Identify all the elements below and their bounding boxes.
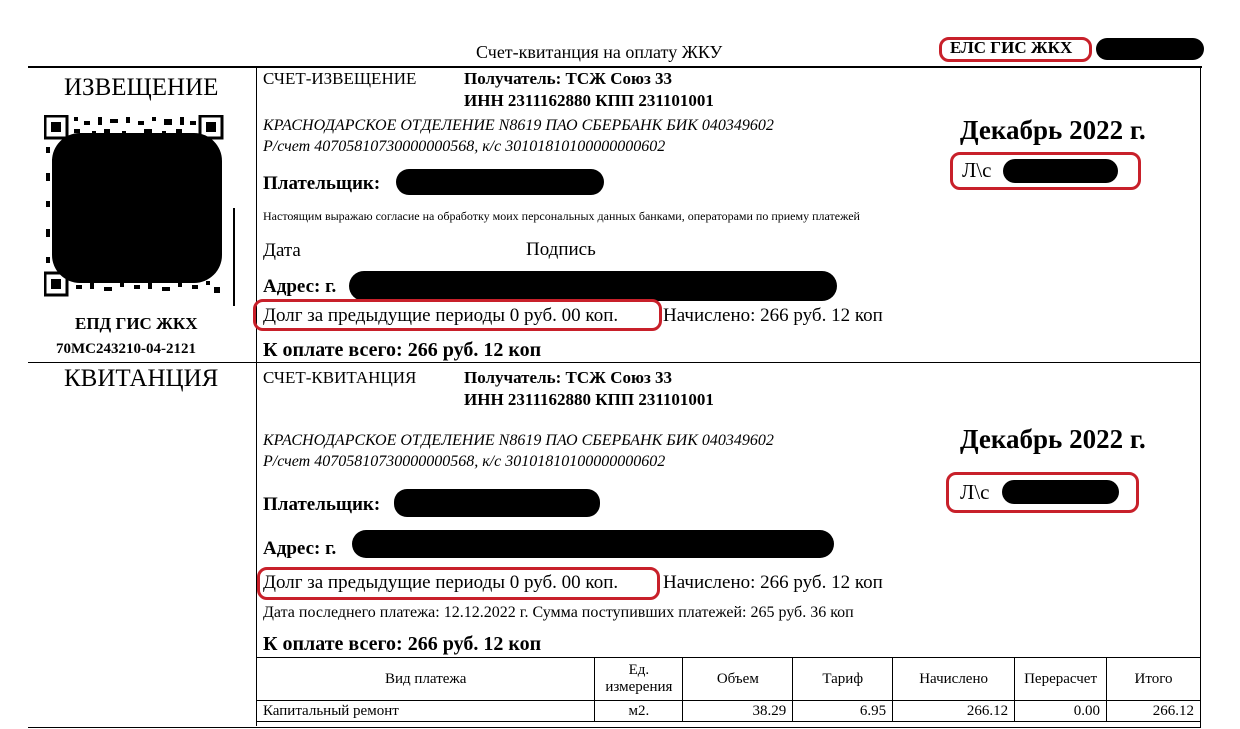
receipt-address-redaction <box>352 530 834 558</box>
receipt-address-label: Адрес: г. <box>263 538 337 559</box>
table-cell: 6.95 <box>793 701 893 722</box>
table-cell: 0.00 <box>1015 701 1107 722</box>
notice-total: К оплате всего: 266 руб. 12 коп <box>263 339 542 361</box>
receipt-debt: Долг за предыдущие периоды 0 руб. 00 коп. <box>263 572 619 593</box>
notice-signature-label: Подпись <box>526 239 596 260</box>
notice-title: ИЗВЕЩЕНИЕ <box>64 74 219 101</box>
notice-consent: Настоящим выражаю согласие на обработку моих персональных данных банками, операторами по приему платежей <box>263 209 860 223</box>
receipt-inn-kpp: ИНН 2311162880 КПП 231101001 <box>464 390 714 409</box>
frame-divider <box>256 66 257 726</box>
notice-doc-type: СЧЕТ-ИЗВЕЩЕНИЕ <box>263 69 417 88</box>
section-divider <box>28 362 1201 363</box>
table-cell: Капитальный ремонт <box>257 701 595 722</box>
frame-top <box>28 66 1202 68</box>
table-cell: 266.12 <box>1107 701 1201 722</box>
notice-payer-redaction <box>396 169 604 195</box>
table-cell: 38.29 <box>683 701 793 722</box>
receipt-bank: КРАСНОДАРСКОЕ ОТДЕЛЕНИЕ N8619 ПАО СБЕРБАНК БИК 040349602 <box>263 432 774 449</box>
notice-period: Декабрь 2022 г. <box>960 115 1146 145</box>
notice-charged: Начислено: 266 руб. 12 коп <box>663 305 883 326</box>
els-redaction <box>1096 38 1204 60</box>
els-highlight <box>939 37 1092 62</box>
els-label: ЕЛС ГИС ЖКХ <box>950 38 1073 57</box>
payment-table <box>256 657 1201 722</box>
table-header-row <box>257 658 1201 701</box>
table-header: Тариф <box>793 658 893 701</box>
frame-bottom <box>28 727 1201 728</box>
receipt-payer-label: Плательщик: <box>263 494 381 515</box>
epd-number: 70МС243210-04-2121 <box>56 341 196 357</box>
table-header: Перерасчет <box>1015 658 1107 701</box>
receipt-debt-highlight <box>257 567 660 600</box>
notice-ls-highlight <box>950 152 1141 190</box>
receipt-last-payment: Дата последнего платежа: 12.12.2022 г. Сумма поступивших платежей: 265 руб. 36 коп <box>263 604 854 621</box>
notice-ls-label: Л\с <box>962 158 992 182</box>
notice-inn-kpp: ИНН 2311162880 КПП 231101001 <box>464 91 714 110</box>
notice-debt: Долг за предыдущие периоды 0 руб. 00 коп. <box>263 305 619 326</box>
receipt-charged: Начислено: 266 руб. 12 коп <box>663 572 883 593</box>
frame-right <box>1200 66 1201 728</box>
notice-debt-highlight <box>253 299 662 331</box>
table-row <box>257 701 1201 722</box>
receipt-title: КВИТАНЦИЯ <box>64 365 219 392</box>
notice-address-redaction <box>349 271 837 301</box>
table-header: Итого <box>1107 658 1201 701</box>
receipt-ls-label: Л\с <box>960 480 990 504</box>
notice-date-label: Дата <box>263 240 301 261</box>
notice-address-label: Адрес: г. <box>263 276 337 297</box>
table-cell: 266.12 <box>893 701 1015 722</box>
receipt-recipient: Получатель: ТСЖ Союз 33 <box>464 368 673 387</box>
table-cell: м2. <box>595 701 683 722</box>
notice-bank: КРАСНОДАРСКОЕ ОТДЕЛЕНИЕ N8619 ПАО СБЕРБАНК БИК 040349602 <box>263 117 774 134</box>
receipt-payer-redaction <box>394 489 600 517</box>
table-header: Начислено <box>893 658 1015 701</box>
notice-recipient: Получатель: ТСЖ Союз 33 <box>464 69 673 88</box>
epd-label: ЕПД ГИС ЖКХ <box>75 314 198 333</box>
document-title: Счет-квитанция на оплату ЖКУ <box>476 42 723 62</box>
receipt-total: К оплате всего: 266 руб. 12 коп <box>263 633 542 655</box>
table-header: Вид платежа <box>257 658 595 701</box>
table-header: Ед. измерения <box>595 658 683 701</box>
receipt-period: Декабрь 2022 г. <box>960 424 1146 454</box>
receipt-account: Р/счет 40705810730000000568, к/с 30101810100000000602 <box>263 453 666 470</box>
qr-border-mark <box>233 208 235 306</box>
receipt-ls-highlight <box>946 472 1139 513</box>
notice-account: Р/счет 40705810730000000568, к/с 30101810100000000602 <box>263 138 666 155</box>
qr-code <box>44 115 224 297</box>
table-header: Объем <box>683 658 793 701</box>
notice-payer-label: Плательщик: <box>263 173 381 194</box>
receipt-doc-type: СЧЕТ-КВИТАНЦИЯ <box>263 368 417 387</box>
